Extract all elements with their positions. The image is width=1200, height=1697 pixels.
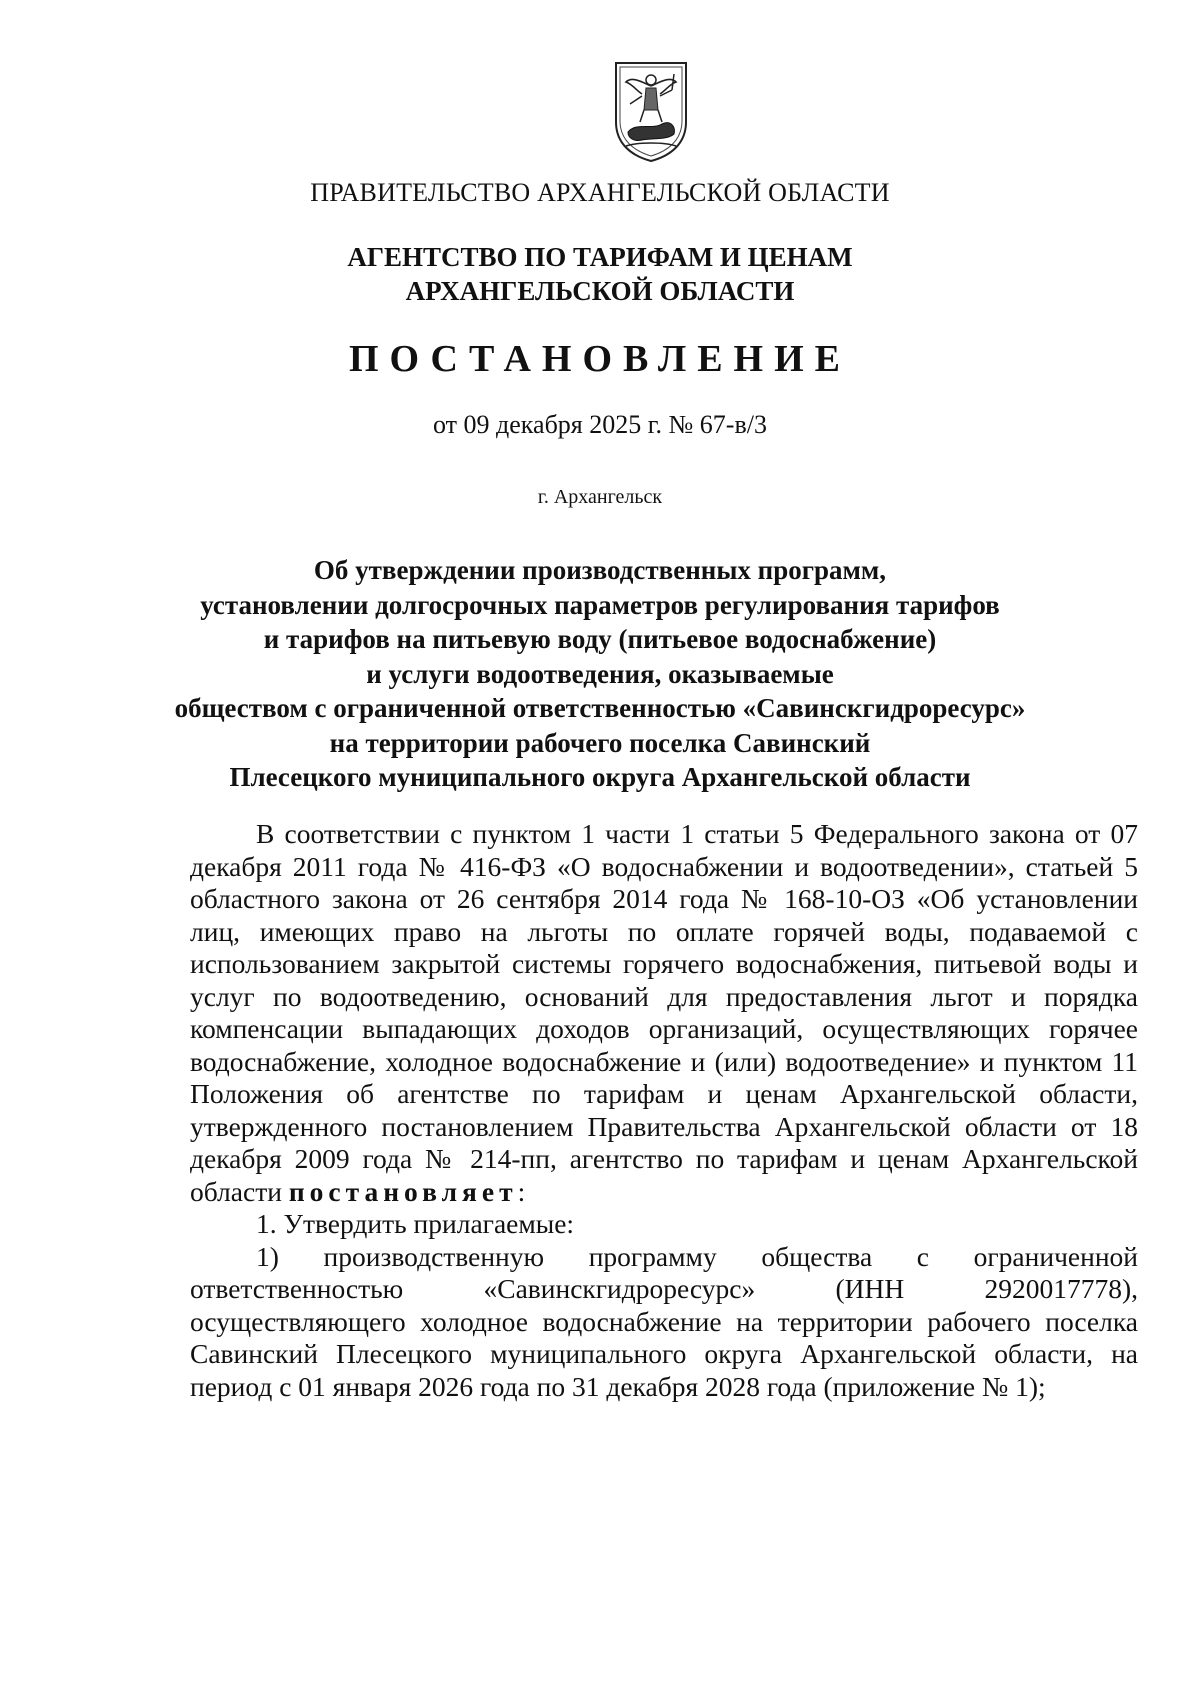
item-1: 1. Утвердить прилагаемые:: [256, 1208, 575, 1239]
agency-line: АГЕНТСТВО ПО ТАРИФАМ И ЦЕНАМ: [347, 242, 853, 272]
coat-of-arms-icon: [612, 60, 690, 164]
resolves-word: постановляет: [288, 1175, 518, 1207]
government-name: ПРАВИТЕЛЬСТВО АРХАНГЕЛЬСКОЙ ОБЛАСТИ: [310, 178, 890, 207]
title-line: Плесецкого муниципального округа Архангельской области: [229, 762, 971, 792]
document-date-number: от 09 декабря 2025 г. № 67-в/3: [433, 410, 767, 439]
agency-line: АРХАНГЕЛЬСКОЙ ОБЛАСТИ: [405, 276, 795, 306]
preamble-text: В соответствии с пунктом 1 части 1 статьи 5 Федерального закона от 07 декабря 2011 года № 416-ФЗ «О водоснабжении и водоотведении», статьей 5 областного закона от 26 сентября 2014 года № 168-10-ОЗ «Об установлении лиц, имеющих право на льготы по оплате горячей воды, подаваемой с использованием закрытой системы горячего водоснабжения, питьевой воды и услуг по водоотведению, оснований для предоставления льгот и порядка компенсации выпадающих доходов организаций, осуществляющих горячее водоснабжение, холодное водоснабжение и (или) водоотведение» и пунктом 11 Положения об агентстве по тарифам и ценам Архангельской области, утвержденного постановлением Правительства Архангельской области от 18 декабря 2009 года № 214-пп, агентство по тарифам и ценам Архангельской области: [190, 818, 1138, 1207]
document-city: г. Архангельск: [537, 486, 663, 508]
title-line: и тарифов на питьевую воду (питьевое водоснабжение): [263, 624, 937, 654]
document-title: [0, 553, 1200, 795]
agency-name: [0, 240, 1200, 308]
preamble-paragraph: [190, 818, 1138, 1208]
item-1-1: 1) производственную программу общества с ограниченной ответственностью «Савинскгидроресурс» (ИНН 2920017778), осуществляющего холодное водоснабжение на территории рабочего поселка Савинский Плесецкого муниципального округа Архангельской области, на период с 01 января 2026 года по 31 декабря 2028 года (приложение № 1);: [190, 1240, 1138, 1402]
document-body: [190, 818, 1138, 1403]
title-line: Об утверждении производственных программ,: [313, 555, 887, 585]
title-line: обществом с ограниченной ответственностью «Савинскгидроресурс»: [174, 693, 1026, 723]
title-line: установлении долгосрочных параметров регулирования тарифов: [200, 589, 1000, 620]
title-line: и услуги водоотведения, оказываемые: [366, 658, 834, 689]
title-line: на территории рабочего поселка Савинский: [329, 727, 871, 758]
document-type: ПОСТАНОВЛЕНИЕ: [348, 338, 852, 380]
resolves-colon: :: [517, 1175, 526, 1207]
